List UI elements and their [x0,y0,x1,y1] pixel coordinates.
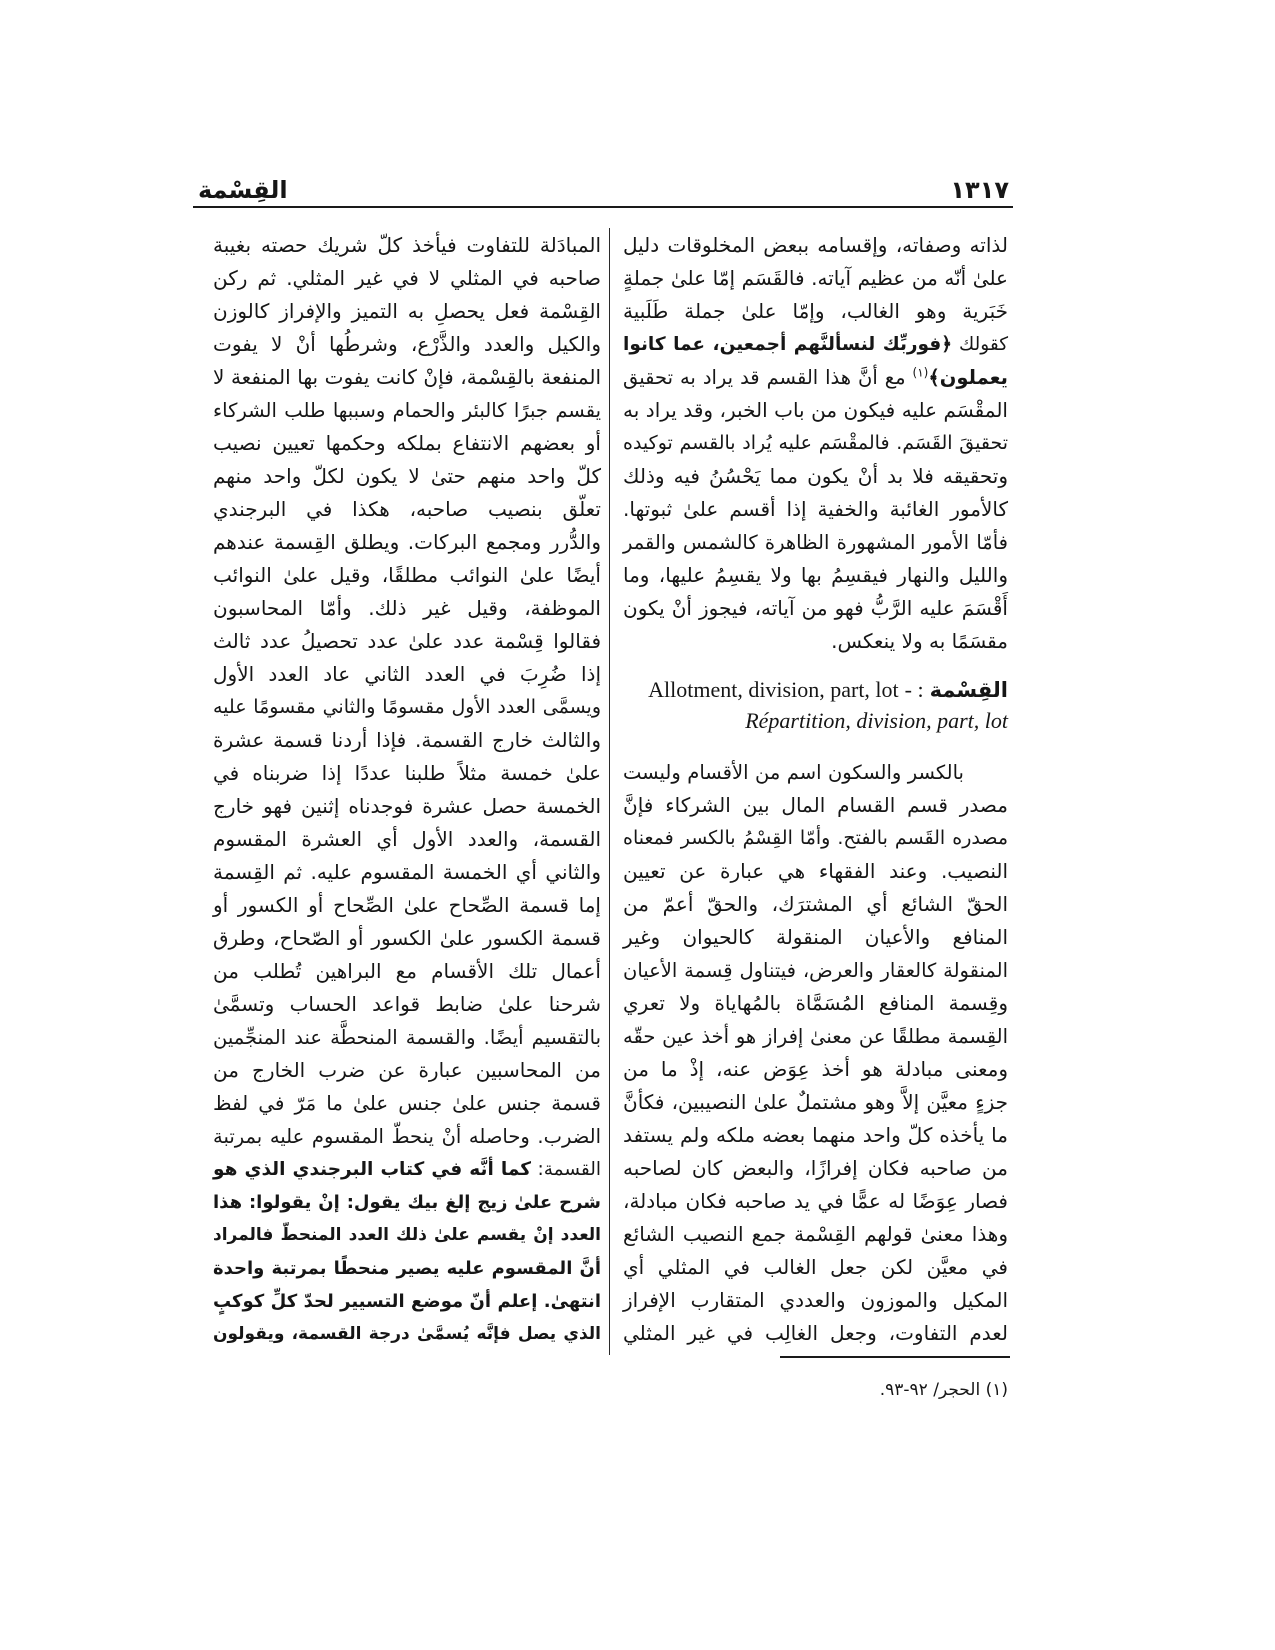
text-line [623,1284,1008,1317]
text-line [623,855,1008,888]
text-line [213,625,601,658]
text-line [623,460,1008,493]
text-line [213,724,601,757]
text-line [623,1251,1008,1284]
text-segment: مصدر قسم القسام المال بين الشركاء فإنَّ [623,793,1008,817]
right-column-entry-body [623,756,1008,1350]
text-line [623,1119,1008,1152]
text-segment: لذاته وصفاته، وإقسامه ببعض المخلوقات دليل [623,233,1008,257]
text-segment: المنفعة بالقِسْمة، فإنْ كانت يفوت بها المنفعة لا [213,365,601,389]
text-segment: خَبَرية وهو الغالب، وإمّا علىٰ جملة طَلَبية [623,299,1008,323]
text-line [213,526,601,559]
text-line [213,1219,601,1252]
text-line [623,1317,1008,1350]
bold-text: ﴿فوربِّك لنسألنَّهم أجمعين، عما كانوا [623,334,953,355]
text-line [623,888,1008,921]
text-line [623,262,1008,295]
text-line [213,1120,601,1153]
text-line [623,1020,1008,1053]
entry-english-gloss: Allotment, division, part, lot [648,677,899,702]
text-segment: بالتقسيم أيضًا. والقسمة المنحطَّة عند المنجِّمين [213,1026,601,1049]
text-line [213,229,601,262]
text-segment: الحقّ الشائع أي المشترَك، والحقّ أعمّ من [623,892,1008,916]
text-line [213,592,601,625]
entry-french-gloss: Répartition, division, part, lot [745,708,1008,733]
text-line [623,756,1008,789]
text-line [213,922,601,955]
text-line [213,790,601,823]
text-segment: المبادَلة للتفاوت فيأخذ كلّ شريك حصته بغيبة [213,233,601,257]
text-line [623,394,1008,427]
text-segment: القِسمة مطلقًا عن معنىٰ إفراز هو أخذ عين حقّه [623,1025,1008,1048]
text-line [213,262,601,295]
text-line [213,1153,601,1186]
text-segment: شرحنا علىٰ ضابط قواعد الحساب وتسمَّىٰ [213,992,601,1016]
text-line [623,592,1008,625]
text-line [213,328,601,361]
text-segment: إذا ضُرِبَ في العدد الثاني عاد العدد الأول [213,662,601,686]
text-segment: النصيب. وعند الفقهاء هي عبارة عن تعيين [623,859,1008,883]
text-segment: الضرب. وحاصله أنْ ينحطّ المقسوم عليه بمرتبة [213,1125,601,1148]
text-line [213,889,601,922]
text-segment: تحقيقَ القَسَم. فالمقْسَم عليه يُراد بالقسم توكيده [623,432,1008,454]
text-segment: الخمسة حصل عشرة فوجدناه إثنين فهو خارج [213,794,601,818]
text-line [213,493,601,526]
text-segment: المنافع والأعيان المنقولة كالحيوان وغير [623,925,1008,949]
text-line [623,789,1008,822]
text-segment: قسمة الكسور علىٰ الكسور أو الصّحاح، وطرق [213,926,601,950]
text-segment: فقالوا قِسْمة عدد علىٰ عدد تحصيلُ عدد ثالث [213,629,601,653]
text-line [213,295,601,328]
text-line [213,988,601,1021]
text-segment: القِسْمة فعل يحصلِ به التميز والإفراز كالوزن [213,299,601,323]
text-line [623,1185,1008,1218]
text-segment: قسمة جنس علىٰ جنس علىٰ ما مَرّ في لفظ [213,1091,601,1115]
text-line [213,658,601,691]
text-line [623,954,1008,987]
text-line [623,328,1008,361]
footnote-marker: (١) [912,365,929,380]
text-segment: علىٰ أنّه من عظيم آياته. فالقَسَم إمّا علىٰ جملةٍ [623,266,1008,290]
text-segment: إما قسمة الصِّحاح علىٰ الصِّحاح أو الكسور أو [213,893,601,917]
header-rule [193,206,1013,208]
bold-text: الذي يصل فإنَّه يُسمَّىٰ درجة القسمة، ويقولون [213,1324,601,1344]
text-line [213,559,601,592]
text-segment: لعدم التفاوت، وجعل الغالِب في غير المثلي [623,1321,1008,1345]
text-line [213,1087,601,1120]
text-segment: القسمة، والعدد الأول أي العشرة المقسوم [213,827,601,851]
text-segment: والدُّرر ومجمع البركات. ويطلق القِسمة عندهم [213,530,601,554]
text-segment: ويسمَّى العدد الأول مقسومًا والثاني مقسومًا عليه [213,696,601,718]
running-head-title: القِسْمة [198,176,288,204]
text-line [623,921,1008,954]
text-segment: فأمّا الأمور المشهورة الظاهرة كالشمس والقمر [623,531,1008,554]
text-segment: ما يأخذه كلّ واحد منهما بعضه ملكه ولم يستفد [623,1123,1008,1147]
text-segment: تعلّق بنصيب صاحبه، هكذا في البرجندي [213,497,601,521]
text-line [623,559,1008,592]
text-line [623,987,1008,1020]
text-line [623,1053,1008,1086]
text-segment: فصار عِوَضًا له عمًّا في يد صاحبه فكان مبادلة، [623,1189,1008,1213]
text-line [213,823,601,856]
text-segment: الموظفة، وقيل غير ذلك. وأمّا المحاسبون [213,596,601,620]
text-segment: والثالث خارج القسمة. فإذا أردنا قسمة عشرة [213,728,601,752]
text-segment: وقِسمة المنافع المُسَمَّاة بالمُهاياة ولا تعري [623,991,1008,1015]
entry-headword: القِسْمة [929,678,1008,702]
text-line [623,822,1008,855]
bold-text: العدد إنْ يقسم علىٰ ذلك العدد المنحطّ فالمراد [213,1225,601,1245]
text-segment: مصدره القَسم بالفتح. وأمّا القِسْمُ بالكسر فمعناه [623,827,1008,849]
text-line [213,394,601,427]
bold-text: يعملون﴾ [928,366,1008,389]
text-segment: بالكسر والسكون اسم من الأقسام وليست [623,761,964,784]
text-segment: أو بعضهم الانتفاع بملكه وحكمها تعيين نصيب [213,431,601,455]
text-line [213,427,601,460]
bold-text: شرح علىٰ زيج إلغ بيك يقول: إنْ يقولوا: هذا [213,1192,601,1213]
footnote-rule [780,1356,1010,1358]
entry-heading [623,676,1008,736]
text-segment: صاحبه في المثلي لا في غير المثلي. ثم ركن [213,266,601,290]
text-segment: والليل والنهار فيقسِمُ بها ولا يقسِمُ عليها، وما [623,563,1008,587]
text-line [623,295,1008,328]
left-column-text [213,229,601,1351]
text-line [213,361,601,394]
text-segment: كلّ واحد منهم حتىٰ لا يكون لكلّ واحد منهم [213,464,601,488]
text-segment: جزءٍ معيَّن إلاَّ وهو مشتملٌ علىٰ النصيبين، فكأنَّ [623,1090,1008,1114]
text-line [213,955,601,988]
text-segment: المقْسَم عليه فيكون من باب الخبر، وقد يراد به [623,398,1008,422]
footnote: (١) الحجر/ ٩٢-٩٣. [879,1380,1008,1400]
text-segment: المنقولة كالعقار والعرض، فيتناول قِسمة الأعيان [623,959,1008,982]
bold-text: انتهىٰ. إعلم أنّ موضع التسيير لحدّ كلِّ كوكبٍ [213,1291,601,1312]
text-segment: أيضًا علىٰ النوائب مطلقًا، وقيل علىٰ النوائب [213,563,601,587]
text-line [213,856,601,889]
page-number: ١٣١٧ [950,176,1009,204]
text-line [213,691,601,724]
text-line [623,625,1008,658]
text-segment: المكيل والموزون والعددي المتقارب الإفراز [623,1288,1008,1312]
text-segment: وهذا معنىٰ قولهم القِسْمة جمع النصيب الشائع [623,1222,1008,1246]
text-segment: والثاني أي الخمسة المقسوم عليه. ثم القِسمة [213,860,601,884]
text-line [623,1218,1008,1251]
text-segment: أَقْسَمَ عليه الرَّبُّ فهو من آياته، فيجوز أنْ يكون [623,596,1008,620]
text-segment: القسمة: [530,1159,601,1180]
text-line [623,361,1008,394]
entry-separator: - : [904,677,924,702]
text-line [213,1252,601,1285]
text-line [623,493,1008,526]
bold-text: كما أنَّه في كتاب البرجندي الذي هو [213,1159,531,1180]
right-column-continuation [623,229,1008,658]
text-segment: من المحاسبين عبارة عن ضرب الخارج من [213,1058,601,1082]
text-segment: مقسَمًا به ولا ينعكس. [831,629,1008,653]
text-line [213,1054,601,1087]
text-segment: ومعنى مبادلة هو أخذ عِوَض عنه، إذْ ما من [623,1057,1008,1081]
bold-text: أنَّ المقسوم عليه يصير منحطًا بمرتبة واحدة [213,1258,601,1279]
text-line [623,229,1008,262]
text-line [213,757,601,790]
text-line [213,1021,601,1054]
text-segment: يقسم جبرًا كالبئر والحمام وسببها طلب الشركاء [213,399,601,422]
text-segment: كقولك [952,334,1008,355]
text-line [623,1152,1008,1185]
text-segment: أعمال تلك الأقسام مع البراهين تُطلب من [213,959,601,983]
column-divider [609,228,610,1355]
entry-heading-line [623,676,1008,706]
text-segment: من صاحبه فكان إفرازًا، والبعض كان لصاحبه [623,1156,1008,1180]
text-line [213,1186,601,1219]
text-line [623,526,1008,559]
text-line [623,1086,1008,1119]
text-segment: مع أنَّ هذا القسم قد يراد به تحقيق [623,366,913,389]
text-segment: وتحقيقه فلا بد أنْ يكون مما يَحْسُنُ فيه وذلك [623,464,1008,488]
text-segment: علىٰ خمسة مثلاً طلبنا عددًا إذا ضربناه في [213,761,601,785]
text-line [213,460,601,493]
text-line [213,1318,601,1351]
text-line [623,427,1008,460]
text-line [213,1285,601,1318]
text-segment: في معيَّن لكن جعل الغالب في المثلي أي [623,1255,1008,1279]
text-segment: كالأمور الغائبة والخفية إذا أقسم علىٰ ثبوتها. [623,497,1008,521]
text-segment: والكيل والعدد والذَّرْع، وشرطُها أنْ لا يفوت [213,332,601,356]
